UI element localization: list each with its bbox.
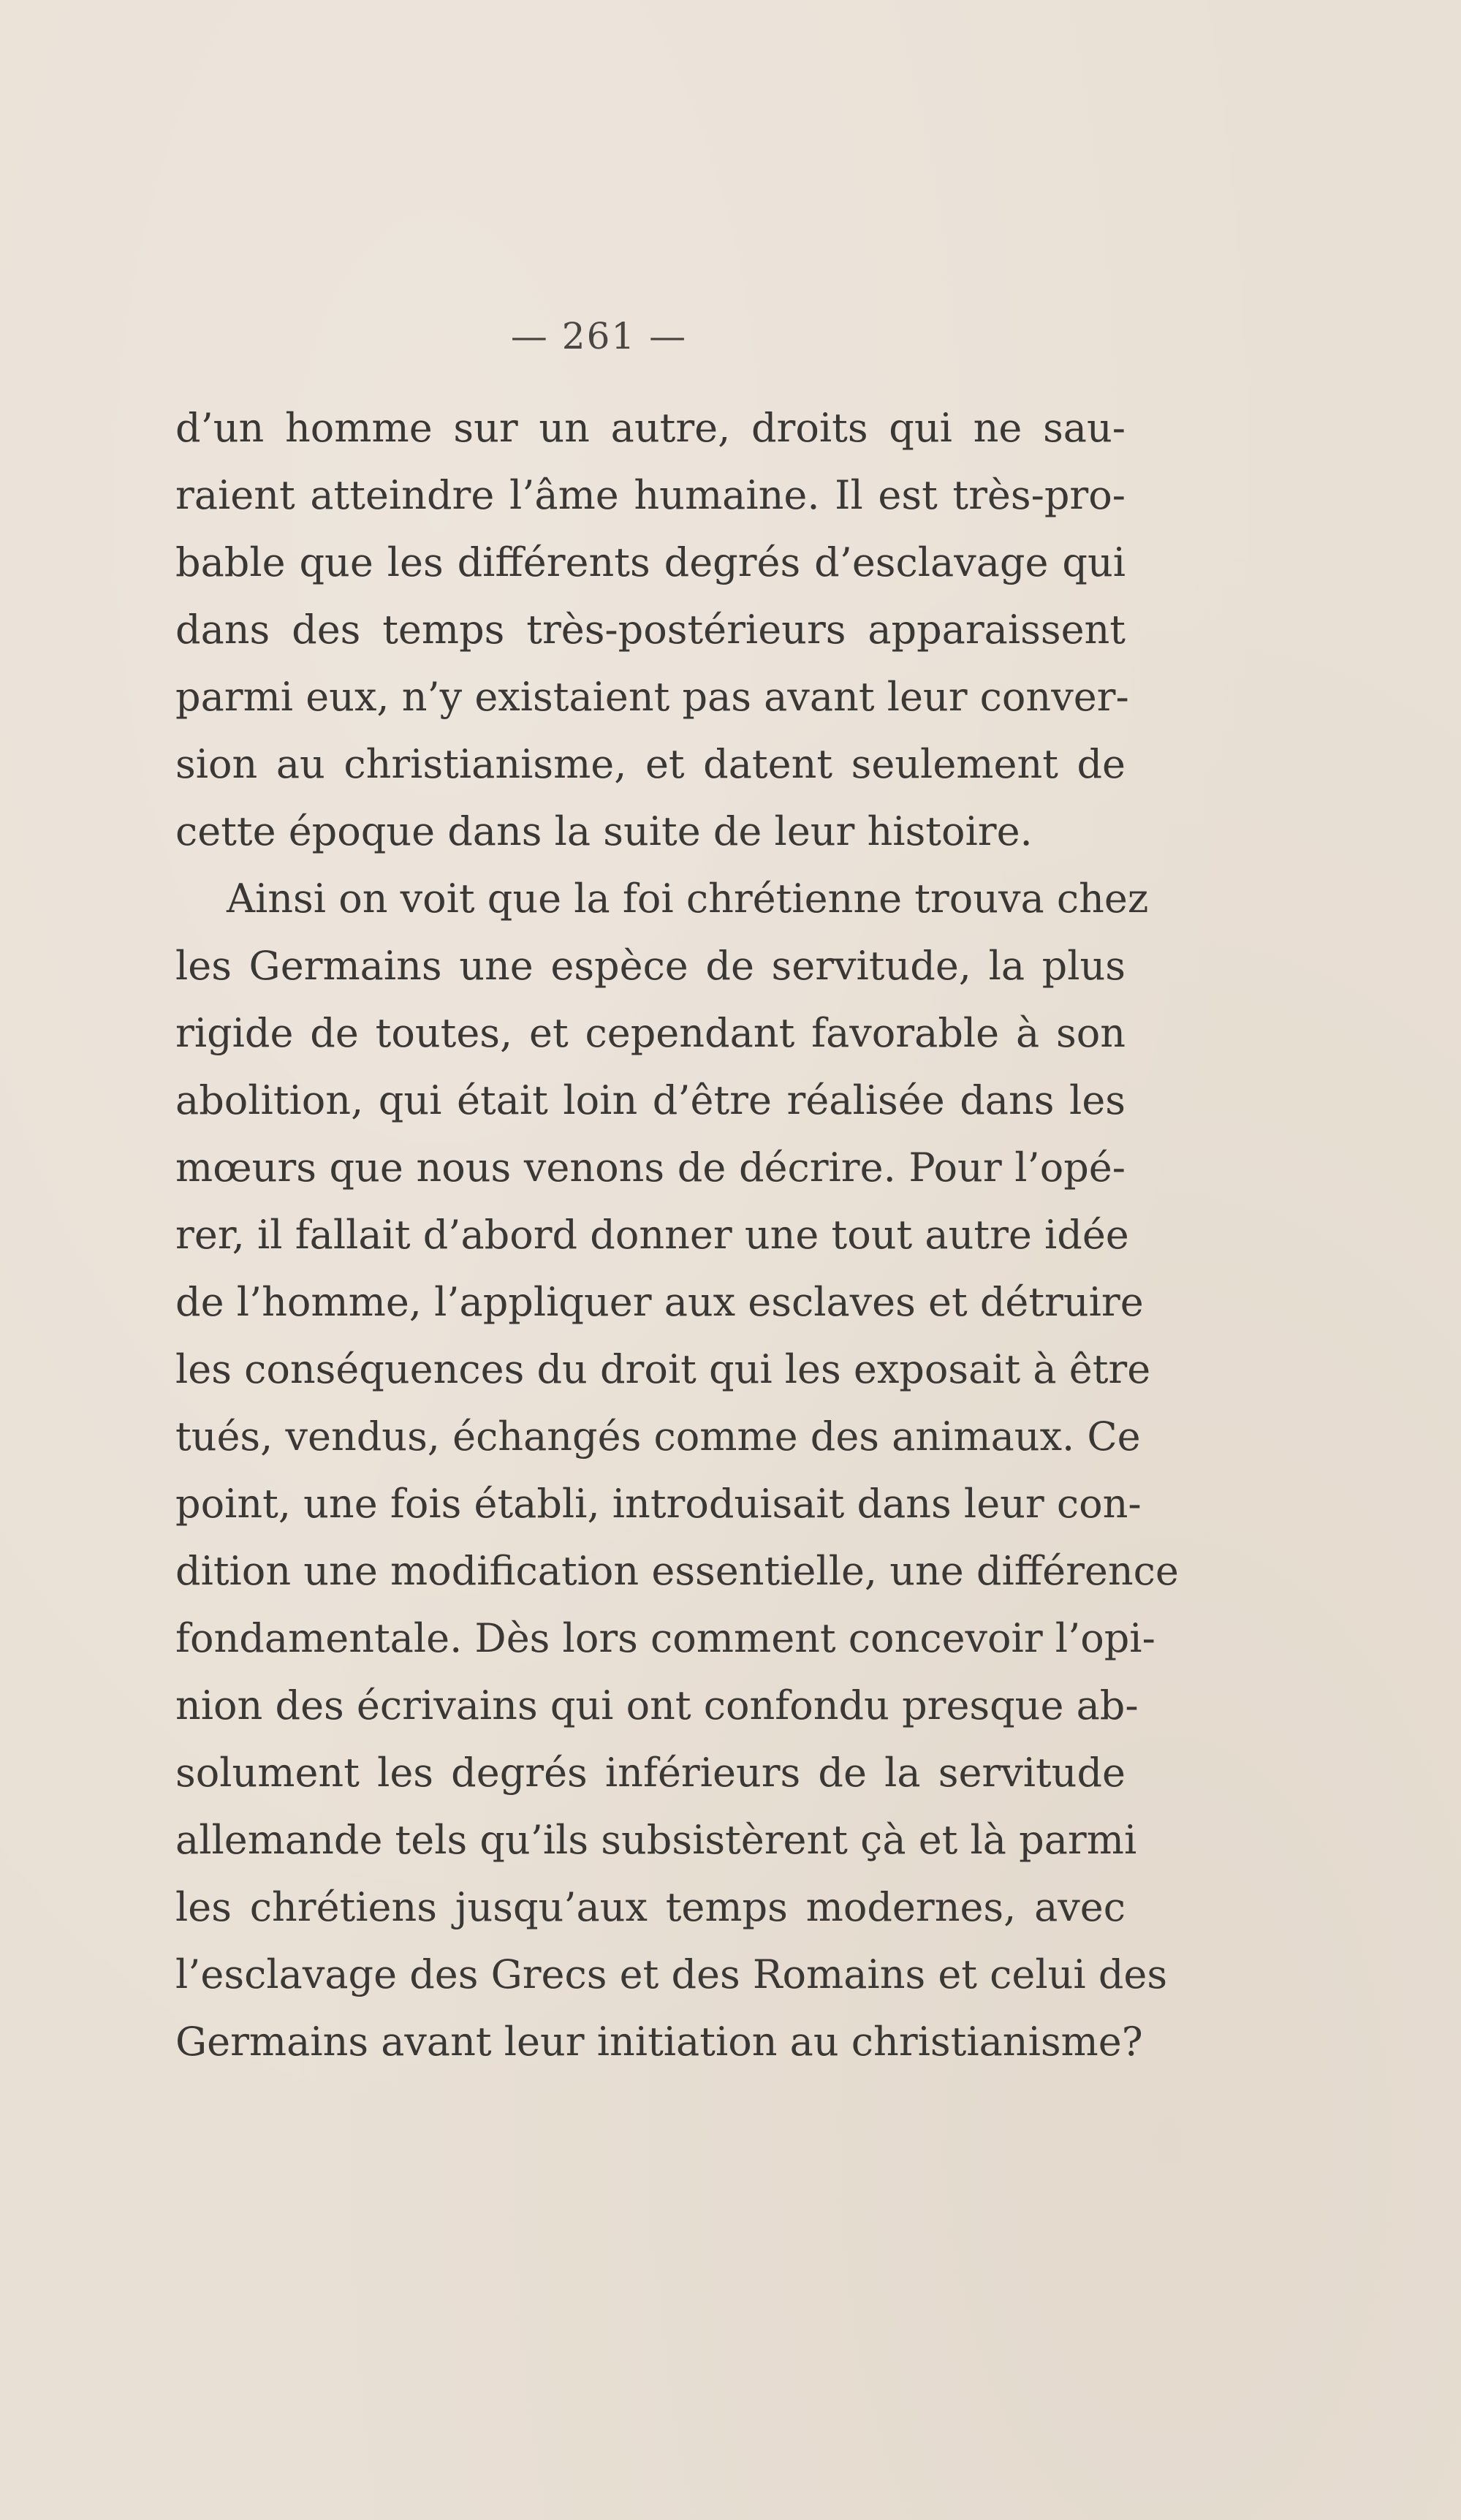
text-line: les Germains une espèce de servitude, la plus bbox=[175, 943, 1126, 989]
text-line: tués, vendus, échangés comme des animaux. Ce bbox=[175, 1413, 1141, 1460]
text-line: nion des écrivains qui ont confondu presque ab- bbox=[175, 1682, 1139, 1728]
text-line: sion au christianisme, et datent seulement de bbox=[175, 741, 1126, 787]
text-line: mœurs que nous venons de décrire. Pour l’opé- bbox=[175, 1145, 1126, 1191]
text-line: point, une fois établi, introduisait dans leur con- bbox=[175, 1481, 1142, 1527]
text-line: les conséquences du droit qui les exposait à être bbox=[175, 1346, 1151, 1392]
text-line: de l’homme, l’appliquer aux esclaves et détruire bbox=[175, 1279, 1144, 1325]
text-line: parmi eux, n’y existaient pas avant leur conver- bbox=[175, 674, 1129, 720]
text-line: cette époque dans la suite de leur histoire. bbox=[175, 808, 1033, 854]
text-line: solument les degrés inférieurs de la servitude bbox=[175, 1750, 1126, 1796]
body-text bbox=[175, 395, 1179, 2076]
text-line: l’esclavage des Grecs et des Romains et celui des bbox=[175, 1951, 1168, 1997]
page-number: — 261 — bbox=[510, 315, 688, 357]
text-line: bable que les différents degrés d’esclavage qui bbox=[175, 539, 1126, 585]
text-line: les chrétiens jusqu’aux temps modernes, avec bbox=[175, 1884, 1126, 1930]
text-line: fondamentale. Dès lors comment concevoir l’opi- bbox=[175, 1615, 1155, 1661]
text-line: Ainsi on voit que la foi chrétienne trouva chez bbox=[227, 876, 1149, 922]
text-line: allemande tels qu’ils subsistèrent çà et là parmi bbox=[175, 1817, 1137, 1863]
text-line: Germains avant leur initiation au christianisme? bbox=[175, 2019, 1143, 2065]
text-line: rer, il fallait d’abord donner une tout autre idée bbox=[175, 1212, 1129, 1258]
text-line: abolition, qui était loin d’être réalisée dans les bbox=[175, 1077, 1126, 1123]
text-line: dans des temps très-postérieurs apparaissent bbox=[175, 607, 1126, 653]
text-line: dition une modification essentielle, une différence bbox=[175, 1548, 1179, 1594]
text-line: d’un homme sur un autre, droits qui ne sau- bbox=[175, 405, 1126, 451]
text-line: rigide de toutes, et cependant favorable à son bbox=[175, 1010, 1126, 1056]
paragraph-1 bbox=[175, 395, 1129, 865]
text-line: raient atteindre l’âme humaine. Il est très-pro- bbox=[175, 472, 1126, 518]
paragraph-2 bbox=[175, 865, 1179, 2076]
